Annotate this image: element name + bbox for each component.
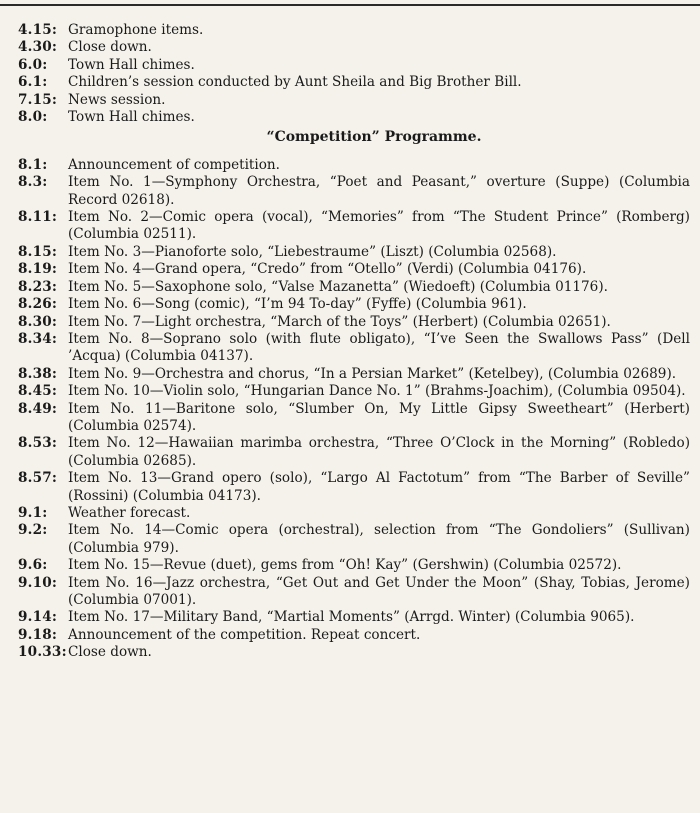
schedule-entry (18, 435, 690, 470)
schedule-entry (18, 331, 690, 366)
entry-text: Item No. 9—Orchestra and chorus, “In a Persian Market” (Ketelbey), (Columbia 02689). (68, 365, 677, 382)
entry-time: 9.18: (18, 626, 58, 643)
entry-text: Gramophone items. (68, 22, 204, 38)
entry-time: 8.26: (18, 296, 58, 313)
schedule-entry (18, 557, 690, 574)
schedule-entry (18, 522, 690, 557)
schedule-entry (18, 627, 690, 644)
entry-text: Children’s session conducted by Aunt Sheila and Big Brother Bill. (68, 74, 522, 91)
entry-time: 8.0: (18, 109, 48, 126)
entry-text: Item No. 10—Violin solo, “Hungarian Dance No. 1” (Brahms-Joachim), (Columbia 09504). (68, 383, 686, 400)
entry-text: Item No. 4—Grand opera, “Credo” from “Otello” (Verdi) (Columbia 04176). (68, 261, 587, 278)
entry-text: Item No. 14—Comic opera (orchestral), selection from “The Gondoliers” (Sullivan) (Columbia 979). (68, 522, 690, 556)
entry-time: 6.1: (18, 74, 48, 91)
entry-text: Item No. 5—Saxophone solo, “Valse Mazanetta” (Wiedoeft) (Columbia 01176). (68, 278, 608, 295)
programme-heading: “Competition” Programme. (266, 129, 482, 146)
entry-text: Town Hall chimes. (68, 109, 195, 126)
entry-time: 9.1: (18, 504, 48, 521)
schedule-entry (18, 383, 690, 400)
schedule-entry (18, 109, 690, 126)
entry-text: News session. (68, 91, 166, 108)
entry-time: 8.15: (18, 243, 58, 260)
entry-time: 10.33: (18, 644, 67, 661)
entry-text: Item No. 7—Light orchestra, “March of the Toys” (Herbert) (Columbia 02651). (68, 313, 611, 330)
entry-time: 8.38: (18, 365, 58, 382)
entry-time: 6.0: (18, 56, 48, 73)
entry-time: 9.6: (18, 557, 48, 574)
entry-time: 8.1: (18, 156, 48, 173)
entry-text: Item No. 1—Symphony Orchestra, “Poet and Peasant,” overture (Suppe) (Columbia Record 02618). (68, 174, 690, 208)
entry-time: 8.23: (18, 278, 58, 295)
schedule-entry (18, 57, 690, 74)
schedule-entry (18, 296, 690, 313)
top-rule (0, 4, 700, 6)
schedule-entry (18, 22, 690, 39)
schedule-entry (18, 575, 690, 610)
entry-time: 4.15: (18, 22, 58, 38)
schedule-entry (18, 209, 690, 244)
schedule-entry (18, 609, 690, 626)
schedule-entry (18, 644, 690, 661)
schedule-entry (18, 505, 690, 522)
schedule-entry (18, 39, 690, 56)
schedule-entry (18, 470, 690, 505)
entry-text: Item No. 12—Hawaiian marimba orchestra, “Three O’Clock in the Morning” (Robledo) (Columbia 02685). (68, 435, 690, 469)
entry-time: 8.57: (18, 470, 58, 487)
entry-text: Item No. 15—Revue (duet), gems from “Oh! Kay” (Gershwin) (Columbia 02572). (68, 557, 622, 574)
entry-text: Item No. 3—Pianoforte solo, “Liebestraume” (Liszt) (Columbia 02568). (68, 243, 557, 260)
entry-text: Announcement of competition. (68, 156, 281, 173)
entry-time: 8.49: (18, 400, 58, 417)
schedule-top (18, 22, 690, 126)
schedule-entry (18, 401, 690, 436)
schedule-entry (18, 92, 690, 109)
entry-text: Announcement of the competition. Repeat concert. (68, 626, 421, 643)
entry-time: 8.45: (18, 383, 58, 400)
entry-time: 8.19: (18, 261, 58, 278)
entry-text: Item No. 17—Military Band, “Martial Moments” (Arrgd. Winter) (Columbia 9065). (68, 609, 635, 626)
entry-time: 4.30: (18, 39, 58, 56)
schedule-entry (18, 366, 690, 383)
schedule-entry (18, 314, 690, 331)
entry-time: 8.53: (18, 435, 58, 452)
schedule-entry (18, 157, 690, 174)
entry-time: 9.10: (18, 574, 58, 591)
entry-time: 7.15: (18, 91, 58, 108)
entry-text: Close down. (68, 644, 152, 661)
entry-time: 8.11: (18, 209, 58, 226)
entry-text: Town Hall chimes. (68, 56, 195, 73)
entry-text: Item No. 16—Jazz orchestra, “Get Out and Get Under the Moon” (Shay, Tobias, Jerome) (Columbia 07001). (68, 574, 690, 608)
entry-time: 8.34: (18, 330, 58, 347)
entry-text: Item No. 13—Grand opero (solo), “Largo Al Factotum” from “The Barber of Seville” (Rossini) (Columbia 04173). (68, 470, 690, 504)
schedule-entry (18, 244, 690, 261)
programme-page (18, 22, 690, 662)
schedule-main (18, 157, 690, 662)
entry-text: Item No. 2—Comic opera (vocal), “Memories” from “The Student Prince” (Romberg) (Columbia 02511). (68, 209, 690, 243)
entry-time: 9.2: (18, 522, 48, 539)
schedule-entry (18, 261, 690, 278)
entry-time: 8.30: (18, 313, 58, 330)
entry-time: 9.14: (18, 609, 58, 626)
entry-text: Item No. 6—Song (comic), “I’m 94 To-day” (Fyffe) (Columbia 961). (68, 296, 527, 313)
entry-text: Close down. (68, 39, 152, 56)
entry-text: Weather forecast. (68, 504, 191, 521)
entry-time: 8.3: (18, 174, 48, 191)
schedule-entry (18, 74, 690, 91)
entry-text: Item No. 11—Baritone solo, “Slumber On, My Little Gipsy Sweetheart” (Herbert) (Columbia 02574). (68, 400, 690, 434)
schedule-entry (18, 174, 690, 209)
schedule-entry (18, 279, 690, 296)
entry-text: Item No. 8—Soprano solo (with flute obligato), “I’ve Seen the Swallows Pass” (Dell ’Acqua) (Columbia 04137). (68, 330, 690, 365)
